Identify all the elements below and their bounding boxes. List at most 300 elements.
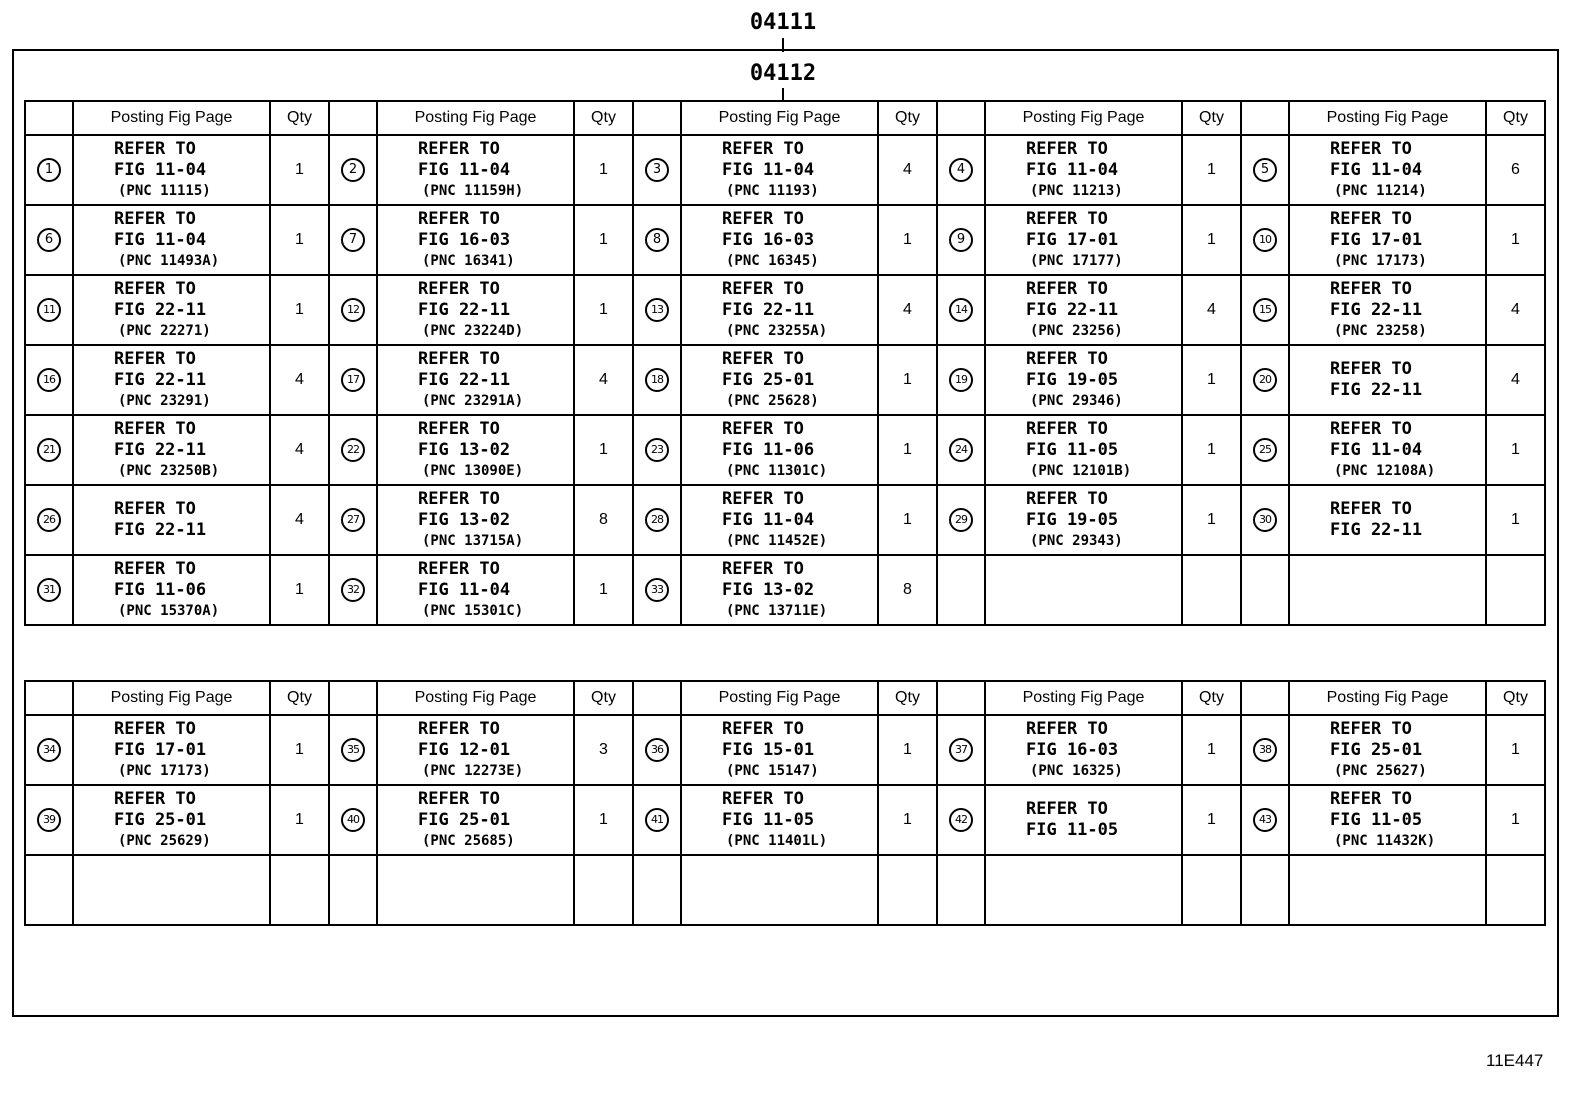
qty-cell: 1: [574, 135, 633, 205]
refer-to-text: REFER TO: [722, 489, 804, 509]
qty-cell: [1486, 555, 1545, 625]
fig-page-text: FIG 22-11: [1330, 380, 1423, 400]
refer-to-text: REFER TO: [114, 279, 196, 299]
callout-cell: [1241, 485, 1289, 555]
callout-number: 37: [949, 738, 973, 762]
reference-cell: [1289, 555, 1486, 625]
qty-cell: 3: [574, 715, 633, 785]
refer-to-text: REFER TO: [1330, 279, 1412, 299]
pnc-text: (PNC 11213): [1030, 183, 1123, 199]
pnc-text: (PNC 23258): [1334, 323, 1427, 339]
callout-cell: [25, 785, 73, 855]
callout-cell: [329, 785, 377, 855]
header-blank: [329, 101, 377, 135]
fig-page-text: FIG 22-11: [418, 370, 511, 390]
qty-cell: 1: [270, 205, 329, 275]
qty-cell: 1: [1486, 785, 1545, 855]
fig-page-text: FIG 22-11: [114, 520, 207, 540]
callout-cell: [329, 345, 377, 415]
header-posting-fig-page: Posting Fig Page: [1289, 681, 1486, 715]
refer-to-text: REFER TO: [418, 559, 500, 579]
fig-page-text: FIG 22-11: [114, 300, 207, 320]
fig-page-text: FIG 11-05: [1026, 440, 1119, 460]
callout-cell: [1241, 205, 1289, 275]
callout-number: 11: [37, 298, 61, 322]
table-row: [25, 555, 1545, 625]
callout-number: 22: [341, 438, 365, 462]
header-qty: Qty: [1182, 681, 1241, 715]
fig-page-text: FIG 25-01: [418, 810, 511, 830]
table-row: [25, 485, 1545, 555]
qty-cell: 1: [1486, 715, 1545, 785]
callout-number: 33: [645, 578, 669, 602]
header-posting-fig-page: Posting Fig Page: [377, 101, 574, 135]
callout-number: 17: [341, 368, 365, 392]
callout-number: 26: [37, 508, 61, 532]
callout-number: 12: [341, 298, 365, 322]
reference-cell: [681, 275, 878, 345]
qty-cell: 1: [574, 555, 633, 625]
header-blank: [937, 101, 985, 135]
qty-cell: 1: [574, 275, 633, 345]
qty-cell: [574, 855, 633, 925]
header-posting-fig-page: Posting Fig Page: [1289, 101, 1486, 135]
qty-cell: 1: [1182, 715, 1241, 785]
fig-page-text: FIG 16-03: [1026, 740, 1119, 760]
refer-to-text: REFER TO: [1026, 279, 1108, 299]
callout-cell: [937, 485, 985, 555]
pnc-text: (PNC 12108A): [1334, 463, 1436, 479]
reference-cell: [73, 415, 270, 485]
qty-cell: 1: [878, 345, 937, 415]
reference-cell: [1289, 785, 1486, 855]
table-row: [25, 715, 1545, 785]
refer-to-text: REFER TO: [722, 279, 804, 299]
refer-to-text: REFER TO: [722, 349, 804, 369]
qty-cell: 4: [1486, 345, 1545, 415]
callout-number: 24: [949, 438, 973, 462]
qty-cell: 4: [878, 135, 937, 205]
callout-number: 36: [645, 738, 669, 762]
qty-cell: 1: [270, 715, 329, 785]
pnc-text: (PNC 15147): [726, 763, 819, 779]
callout-cell: [1241, 855, 1289, 925]
callout-number: 18: [645, 368, 669, 392]
callout-cell: [329, 555, 377, 625]
callout-cell: [633, 135, 681, 205]
reference-cell: [1289, 415, 1486, 485]
reference-cell: [377, 785, 574, 855]
callout-number: 5: [1253, 158, 1277, 182]
refer-to-text: REFER TO: [1330, 419, 1412, 439]
callout-cell: [25, 135, 73, 205]
refer-to-text: REFER TO: [1026, 139, 1108, 159]
parts-table-1: [24, 100, 1546, 626]
reference-cell: [73, 855, 270, 925]
reference-cell: [681, 555, 878, 625]
pnc-text: (PNC 23224D): [422, 323, 524, 339]
callout-cell: [633, 855, 681, 925]
callout-cell: [633, 785, 681, 855]
qty-cell: 8: [878, 555, 937, 625]
reference-cell: [985, 415, 1182, 485]
reference-cell: [681, 135, 878, 205]
callout-number: 10: [1253, 228, 1277, 252]
refer-to-text: REFER TO: [1026, 719, 1108, 739]
qty-cell: 1: [270, 135, 329, 205]
reference-cell: [681, 485, 878, 555]
reference-cell: [1289, 135, 1486, 205]
qty-cell: 4: [878, 275, 937, 345]
fig-page-text: FIG 13-02: [418, 510, 511, 530]
fig-page-text: FIG 22-11: [418, 300, 511, 320]
callout-cell: [633, 415, 681, 485]
fig-page-text: FIG 11-04: [1330, 160, 1423, 180]
callout-number: 2: [341, 158, 365, 182]
callout-cell: [25, 855, 73, 925]
pnc-text: (PNC 16325): [1030, 763, 1123, 779]
pnc-text: (PNC 17177): [1030, 253, 1123, 269]
pnc-text: (PNC 29346): [1030, 393, 1123, 409]
callout-cell: [1241, 275, 1289, 345]
fig-page-text: FIG 25-01: [1330, 740, 1423, 760]
refer-to-text: REFER TO: [418, 349, 500, 369]
header-qty: Qty: [878, 101, 937, 135]
callout-cell: [937, 855, 985, 925]
qty-cell: 8: [574, 485, 633, 555]
refer-to-text: REFER TO: [114, 139, 196, 159]
table-row: [25, 275, 1545, 345]
header-posting-fig-page: Posting Fig Page: [73, 101, 270, 135]
callout-number: 9: [949, 228, 973, 252]
callout-cell: [25, 205, 73, 275]
callout-cell: [937, 135, 985, 205]
callout-cell: [1241, 555, 1289, 625]
fig-page-text: FIG 11-04: [1026, 160, 1119, 180]
reference-cell: [985, 205, 1182, 275]
header-blank: [937, 681, 985, 715]
pnc-text: (PNC 16341): [422, 253, 515, 269]
header-blank: [25, 101, 73, 135]
header-posting-fig-page: Posting Fig Page: [985, 681, 1182, 715]
refer-to-text: REFER TO: [114, 349, 196, 369]
callout-cell: [25, 715, 73, 785]
reference-cell: [681, 345, 878, 415]
reference-cell: [1289, 715, 1486, 785]
parts-table-2: [24, 680, 1546, 926]
refer-to-text: REFER TO: [1026, 349, 1108, 369]
pnc-text: (PNC 15301C): [422, 603, 524, 619]
fig-page-text: FIG 22-11: [722, 300, 815, 320]
header-posting-fig-page: Posting Fig Page: [985, 101, 1182, 135]
callout-cell: [633, 205, 681, 275]
reference-cell: [73, 485, 270, 555]
inner-assembly-label: 04112: [749, 61, 817, 86]
refer-to-text: REFER TO: [1026, 209, 1108, 229]
qty-cell: 1: [574, 205, 633, 275]
reference-cell: [1289, 205, 1486, 275]
fig-page-text: FIG 11-04: [722, 160, 815, 180]
callout-number: 30: [1253, 508, 1277, 532]
qty-cell: 1: [574, 785, 633, 855]
callout-number: 41: [645, 808, 669, 832]
callout-number: 35: [341, 738, 365, 762]
fig-page-text: FIG 17-01: [1330, 230, 1423, 250]
callout-number: 31: [37, 578, 61, 602]
fig-page-text: FIG 11-06: [114, 580, 207, 600]
reference-cell: [377, 205, 574, 275]
callout-cell: [633, 715, 681, 785]
pnc-text: (PNC 25685): [422, 833, 515, 849]
refer-to-text: REFER TO: [114, 559, 196, 579]
reference-cell: [377, 555, 574, 625]
pnc-text: (PNC 11493A): [118, 253, 220, 269]
pnc-text: (PNC 11432K): [1334, 833, 1436, 849]
callout-number: 40: [341, 808, 365, 832]
reference-cell: [681, 415, 878, 485]
header-blank: [633, 101, 681, 135]
refer-to-text: REFER TO: [1330, 499, 1412, 519]
pnc-text: (PNC 13715A): [422, 533, 524, 549]
reference-cell: [985, 275, 1182, 345]
qty-cell: 4: [270, 485, 329, 555]
qty-cell: 1: [878, 205, 937, 275]
qty-cell: 1: [878, 485, 937, 555]
qty-cell: 1: [1182, 135, 1241, 205]
refer-to-text: REFER TO: [418, 719, 500, 739]
reference-cell: [73, 555, 270, 625]
fig-page-text: FIG 22-11: [1026, 300, 1119, 320]
qty-cell: 6: [1486, 135, 1545, 205]
reference-cell: [73, 135, 270, 205]
callout-cell: [633, 275, 681, 345]
reference-cell: [681, 855, 878, 925]
reference-cell: [377, 275, 574, 345]
pnc-text: (PNC 11401L): [726, 833, 828, 849]
fig-page-text: FIG 22-11: [1330, 300, 1423, 320]
callout-number: 8: [645, 228, 669, 252]
pnc-text: (PNC 23250B): [118, 463, 220, 479]
fig-page-text: FIG 11-06: [722, 440, 815, 460]
fig-page-text: FIG 11-04: [418, 160, 511, 180]
callout-cell: [937, 785, 985, 855]
callout-cell: [329, 275, 377, 345]
header-posting-fig-page: Posting Fig Page: [377, 681, 574, 715]
qty-cell: 1: [574, 415, 633, 485]
refer-to-text: REFER TO: [1330, 789, 1412, 809]
header-qty: Qty: [270, 681, 329, 715]
callout-cell: [25, 555, 73, 625]
fig-page-text: FIG 11-04: [114, 160, 207, 180]
fig-page-text: FIG 13-02: [722, 580, 815, 600]
callout-cell: [25, 415, 73, 485]
qty-cell: 1: [1486, 205, 1545, 275]
callout-cell: [329, 135, 377, 205]
header-qty: Qty: [1486, 101, 1545, 135]
pnc-text: (PNC 13090E): [422, 463, 524, 479]
refer-to-text: REFER TO: [1026, 799, 1108, 819]
reference-cell: [377, 855, 574, 925]
reference-cell: [73, 785, 270, 855]
callout-cell: [937, 275, 985, 345]
callout-cell: [25, 345, 73, 415]
callout-cell: [1241, 345, 1289, 415]
pnc-text: (PNC 11452E): [726, 533, 828, 549]
refer-to-text: REFER TO: [418, 209, 500, 229]
callout-cell: [633, 345, 681, 415]
qty-cell: 1: [1486, 415, 1545, 485]
pnc-text: (PNC 25629): [118, 833, 211, 849]
pnc-text: (PNC 29343): [1030, 533, 1123, 549]
qty-cell: [1182, 555, 1241, 625]
callout-number: 4: [949, 158, 973, 182]
fig-page-text: FIG 11-05: [722, 810, 815, 830]
outer-assembly-label: 04111: [749, 10, 817, 35]
table-row: [25, 205, 1545, 275]
refer-to-text: REFER TO: [722, 789, 804, 809]
pnc-text: (PNC 25628): [726, 393, 819, 409]
fig-page-text: FIG 13-02: [418, 440, 511, 460]
callout-cell: [329, 415, 377, 485]
pnc-text: (PNC 15370A): [118, 603, 220, 619]
pnc-text: (PNC 17173): [1334, 253, 1427, 269]
header-blank: [1241, 101, 1289, 135]
pnc-text: (PNC 23256): [1030, 323, 1123, 339]
header-posting-fig-page: Posting Fig Page: [73, 681, 270, 715]
qty-cell: 1: [1182, 485, 1241, 555]
pnc-text: (PNC 13711E): [726, 603, 828, 619]
reference-cell: [681, 205, 878, 275]
reference-cell: [377, 135, 574, 205]
pnc-text: (PNC 11214): [1334, 183, 1427, 199]
refer-to-text: REFER TO: [1026, 489, 1108, 509]
fig-page-text: FIG 11-05: [1026, 820, 1119, 840]
qty-cell: 4: [270, 415, 329, 485]
figure-code: 11E447: [1486, 1051, 1544, 1070]
refer-to-text: REFER TO: [114, 499, 196, 519]
refer-to-text: REFER TO: [722, 139, 804, 159]
callout-cell: [329, 205, 377, 275]
reference-cell: [985, 135, 1182, 205]
qty-cell: 4: [574, 345, 633, 415]
pnc-text: (PNC 11159H): [422, 183, 524, 199]
callout-number: 7: [341, 228, 365, 252]
fig-page-text: FIG 12-01: [418, 740, 511, 760]
header-qty: Qty: [878, 681, 937, 715]
fig-page-text: FIG 25-01: [114, 810, 207, 830]
reference-cell: [985, 715, 1182, 785]
callout-number: 29: [949, 508, 973, 532]
header-qty: Qty: [574, 681, 633, 715]
header-blank: [25, 681, 73, 715]
callout-cell: [937, 205, 985, 275]
pnc-text: (PNC 12273E): [422, 763, 524, 779]
reference-cell: [73, 345, 270, 415]
callout-number: 13: [645, 298, 669, 322]
pnc-text: (PNC 22271): [118, 323, 211, 339]
fig-page-text: FIG 22-11: [1330, 520, 1423, 540]
refer-to-text: REFER TO: [114, 209, 196, 229]
callout-number: 34: [37, 738, 61, 762]
callout-cell: [633, 485, 681, 555]
table-row: [25, 785, 1545, 855]
reference-cell: [985, 785, 1182, 855]
callout-cell: [1241, 715, 1289, 785]
callout-number: 16: [37, 368, 61, 392]
fig-page-text: FIG 15-01: [722, 740, 815, 760]
header-qty: Qty: [270, 101, 329, 135]
callout-number: 6: [37, 228, 61, 252]
reference-cell: [73, 275, 270, 345]
callout-cell: [937, 715, 985, 785]
callout-number: 14: [949, 298, 973, 322]
qty-cell: 1: [270, 785, 329, 855]
qty-cell: 1: [270, 275, 329, 345]
callout-cell: [937, 345, 985, 415]
callout-cell: [1241, 135, 1289, 205]
refer-to-text: REFER TO: [418, 419, 500, 439]
header-blank: [1241, 681, 1289, 715]
table-row: [25, 855, 1545, 925]
qty-cell: [270, 855, 329, 925]
fig-page-text: FIG 19-05: [1026, 370, 1119, 390]
reference-cell: [1289, 485, 1486, 555]
callout-cell: [25, 485, 73, 555]
callout-cell: [329, 485, 377, 555]
callout-cell: [1241, 785, 1289, 855]
qty-cell: [1486, 855, 1545, 925]
qty-cell: 4: [1486, 275, 1545, 345]
pnc-text: (PNC 11115): [118, 183, 211, 199]
qty-cell: 1: [1182, 415, 1241, 485]
qty-cell: 4: [1182, 275, 1241, 345]
reference-cell: [985, 485, 1182, 555]
fig-page-text: FIG 11-04: [114, 230, 207, 250]
reference-cell: [681, 715, 878, 785]
callout-cell: [937, 555, 985, 625]
callout-number: 25: [1253, 438, 1277, 462]
qty-cell: 1: [1182, 785, 1241, 855]
callout-number: 21: [37, 438, 61, 462]
callout-number: 27: [341, 508, 365, 532]
reference-cell: [377, 345, 574, 415]
fig-page-text: FIG 22-11: [114, 440, 207, 460]
fig-page-text: FIG 22-11: [114, 370, 207, 390]
callout-cell: [329, 855, 377, 925]
reference-cell: [377, 485, 574, 555]
reference-cell: [377, 715, 574, 785]
header-blank: [329, 681, 377, 715]
qty-cell: 1: [878, 715, 937, 785]
refer-to-text: REFER TO: [1330, 209, 1412, 229]
pnc-text: (PNC 25627): [1334, 763, 1427, 779]
reference-cell: [73, 205, 270, 275]
refer-to-text: REFER TO: [1330, 719, 1412, 739]
reference-cell: [985, 345, 1182, 415]
header-qty: Qty: [1486, 681, 1545, 715]
refer-to-text: REFER TO: [114, 719, 196, 739]
pnc-text: (PNC 23291A): [422, 393, 524, 409]
callout-cell: [25, 275, 73, 345]
callout-number: 3: [645, 158, 669, 182]
qty-cell: 4: [270, 345, 329, 415]
qty-cell: 1: [1182, 345, 1241, 415]
qty-cell: 1: [1182, 205, 1241, 275]
pnc-text: (PNC 23291): [118, 393, 211, 409]
callout-number: 28: [645, 508, 669, 532]
callout-cell: [1241, 415, 1289, 485]
refer-to-text: REFER TO: [1330, 359, 1412, 379]
